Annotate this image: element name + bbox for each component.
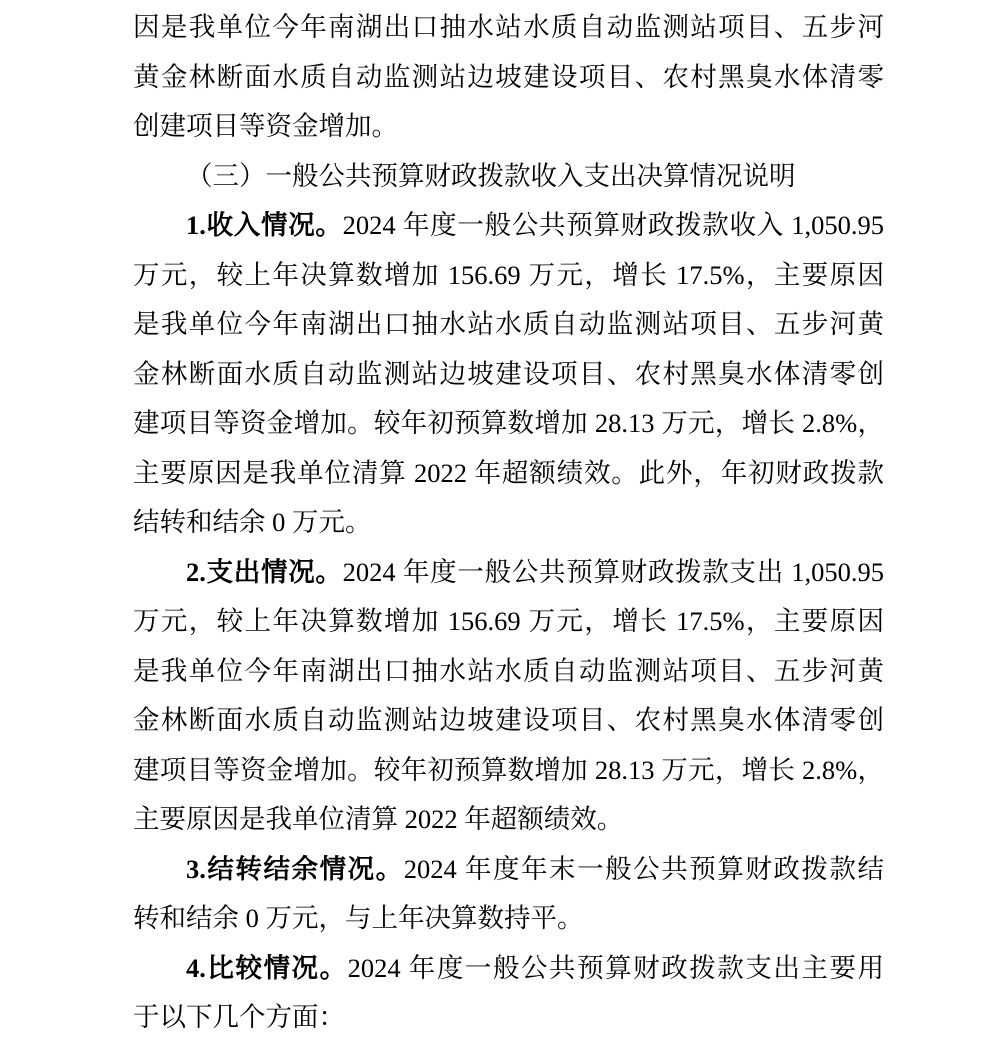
text-line: 万元，较上年决算数增加 156.69 万元，增长 17.5%，主要原因 — [133, 259, 884, 290]
paragraph-lead: 4.比较情况。 — [186, 952, 348, 983]
text-line: 主要原因是我单位清算 2022 年超额绩效。此外，年初财政拨款 — [133, 457, 884, 488]
text-line: 金林断面水质自动监测站边坡建设项目、农村黑臭水体清零创 — [133, 358, 884, 389]
text-line: 因是我单位今年南湖出口抽水站水质自动监测站项目、五步河 — [133, 12, 884, 42]
line-text: 2024 年度一般公共预算财政拨款支出 1,050.95 — [342, 556, 885, 587]
paragraph-lead: 3.结转结余情况。 — [186, 853, 404, 884]
text-line: 建项目等资金增加。较年初预算数增加 28.13 万元，增长 2.8%， — [133, 754, 884, 785]
text-line: 主要原因是我单位清算 2022 年超额绩效。 — [133, 804, 624, 834]
text-line: 黄金林断面水质自动监测站边坡建设项目、农村黑臭水体清零 — [133, 61, 884, 92]
text-line: 是我单位今年南湖出口抽水站水质自动监测站项目、五步河黄 — [133, 655, 884, 686]
line-text: 2024 年度年末一般公共预算财政拨款结 — [403, 853, 885, 884]
text-line — [133, 845, 884, 895]
paragraph-lead: 1.收入情况。 — [186, 210, 343, 240]
line-text: 2024 年度一般公共预算财政拨款支出主要用 — [347, 952, 885, 983]
text-line: 创建项目等资金增加。 — [133, 111, 398, 141]
section-heading: （三）一般公共预算财政拨款收入支出决算情况说明 — [186, 160, 796, 191]
text-line — [133, 944, 884, 994]
text-line: 转和结余 0 万元，与上年决算数持平。 — [133, 903, 584, 933]
text-line — [133, 548, 884, 598]
text-line: 于以下几个方面： — [133, 1002, 345, 1032]
line-text: 2024 年度一般公共预算财政拨款收入 1,050.95 — [342, 210, 885, 240]
text-line: 是我单位今年南湖出口抽水站水质自动监测站项目、五步河黄 — [133, 309, 884, 339]
text-line: 金林断面水质自动监测站边坡建设项目、农村黑臭水体清零创 — [133, 705, 884, 735]
text-line: 建项目等资金增加。较年初预算数增加 28.13 万元，增长 2.8%， — [133, 408, 884, 438]
text-line: 万元，较上年决算数增加 156.69 万元，增长 17.5%，主要原因 — [133, 606, 884, 636]
paragraph-lead: 2.支出情况。 — [186, 556, 343, 587]
text-line — [133, 201, 884, 251]
text-line: 结转和结余 0 万元。 — [133, 507, 372, 537]
